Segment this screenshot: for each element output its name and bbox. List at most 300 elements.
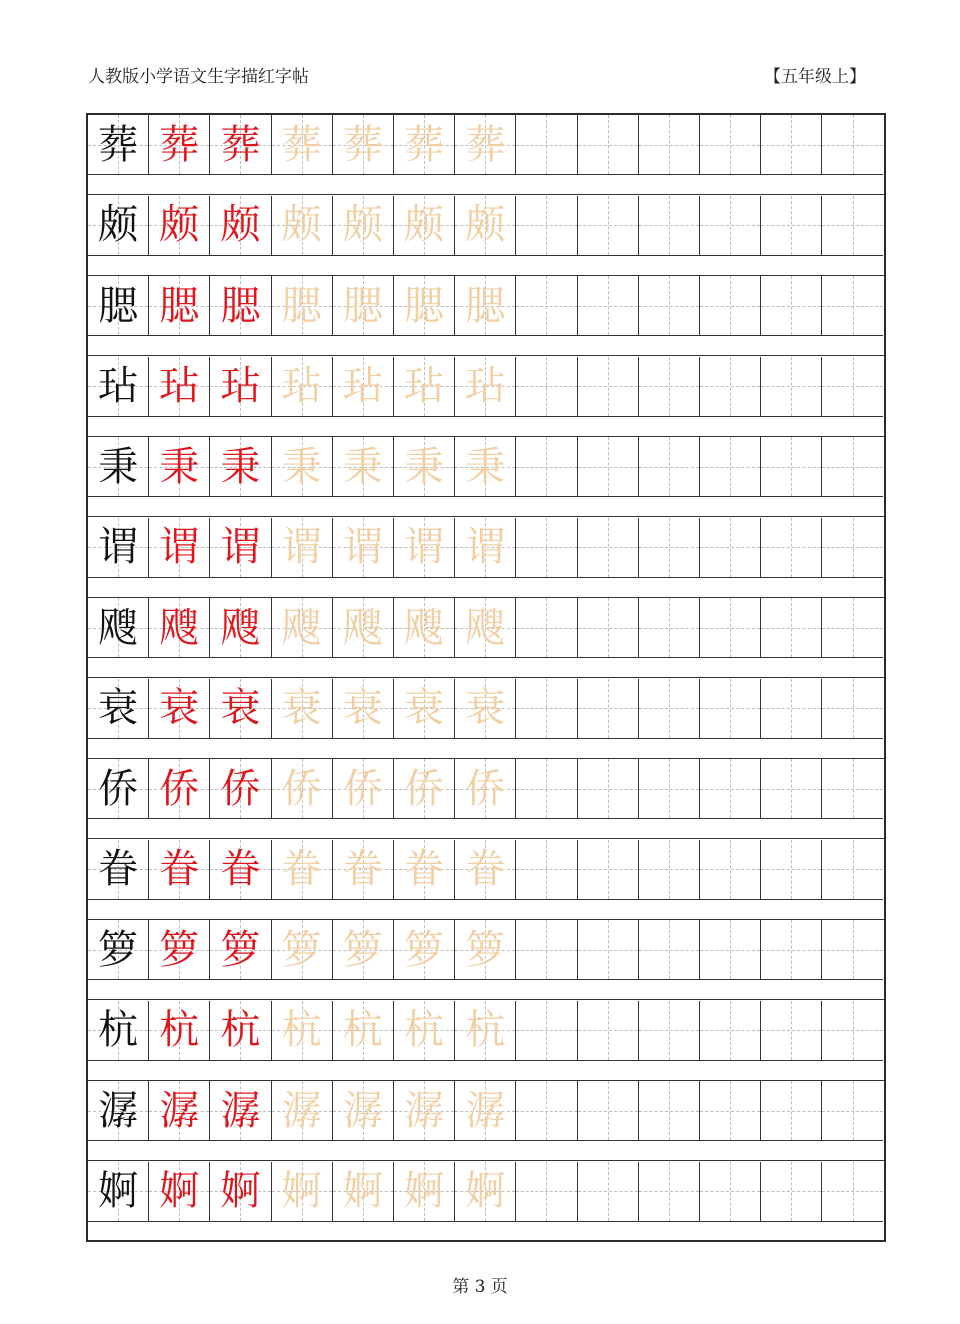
trace-character-cell[interactable] (272, 679, 333, 739)
trace-character-cell[interactable] (394, 196, 455, 256)
trace-character: 杭 (342, 1007, 383, 1053)
empty-practice-cell[interactable] (516, 1081, 577, 1141)
trace-character: 腮 (281, 282, 322, 329)
empty-practice-cell[interactable] (761, 437, 822, 497)
trace-character-cell[interactable] (272, 1001, 333, 1061)
row-spacer (88, 1141, 884, 1161)
trace-character: 葬 (342, 121, 383, 168)
trace-character-cell[interactable] (272, 759, 333, 819)
trace-character-cell[interactable] (272, 437, 333, 497)
practice-row (88, 840, 884, 920)
trace-character-cell[interactable] (333, 437, 394, 497)
trace-character-cell[interactable] (394, 518, 455, 578)
red-character-cell[interactable] (149, 1162, 210, 1222)
practice-row (88, 920, 884, 1000)
trace-character-cell[interactable] (333, 1162, 394, 1222)
empty-practice-cell[interactable] (761, 1162, 822, 1222)
empty-practice-cell[interactable] (700, 518, 761, 578)
model-character: 衰 (98, 685, 139, 731)
red-character: 婀 (220, 1168, 261, 1214)
trace-character: 侨 (465, 765, 506, 812)
model-character: 腮 (98, 282, 139, 329)
trace-character-cell[interactable] (455, 276, 516, 336)
trace-character-cell[interactable] (455, 920, 516, 980)
trace-character: 葬 (281, 121, 322, 168)
trace-character: 颇 (465, 202, 506, 248)
model-character-cell[interactable] (88, 679, 149, 739)
trace-character: 飕 (404, 604, 445, 651)
red-character-cell[interactable] (149, 1081, 210, 1141)
trace-character: 眷 (281, 846, 322, 892)
row-spacer (88, 739, 884, 759)
row-spacer (88, 256, 884, 276)
trace-character: 婀 (281, 1168, 322, 1214)
trace-character: 玷 (404, 363, 445, 409)
trace-character: 飕 (465, 604, 506, 651)
model-character-cell[interactable] (88, 598, 149, 658)
empty-practice-cell[interactable] (639, 840, 700, 900)
red-character-cell[interactable] (149, 115, 210, 175)
trace-character: 潺 (342, 1087, 383, 1134)
model-character: 颇 (98, 202, 139, 248)
trace-character-cell[interactable] (272, 276, 333, 336)
empty-practice-cell[interactable] (639, 518, 700, 578)
empty-practice-cell[interactable] (761, 196, 822, 256)
empty-practice-cell[interactable] (516, 276, 577, 336)
trace-character-cell[interactable] (333, 1081, 394, 1141)
empty-practice-cell[interactable] (822, 518, 883, 578)
row-spacer (88, 175, 884, 195)
red-character-cell[interactable] (210, 1001, 271, 1061)
red-character-cell[interactable] (210, 1162, 271, 1222)
empty-practice-cell[interactable] (761, 276, 822, 336)
red-character-cell[interactable] (210, 196, 271, 256)
empty-practice-cell[interactable] (639, 679, 700, 739)
model-character: 箩 (98, 926, 139, 973)
model-character: 婀 (98, 1168, 139, 1214)
practice-row (88, 196, 884, 276)
model-character: 杭 (98, 1007, 139, 1053)
red-character-cell[interactable] (149, 196, 210, 256)
empty-practice-cell[interactable] (578, 598, 639, 658)
empty-practice-cell[interactable] (516, 840, 577, 900)
trace-character: 潺 (404, 1087, 445, 1134)
empty-practice-cell[interactable] (578, 437, 639, 497)
trace-character-cell[interactable] (333, 920, 394, 980)
empty-practice-cell[interactable] (700, 115, 761, 175)
red-character-cell[interactable] (210, 679, 271, 739)
empty-practice-cell[interactable] (578, 518, 639, 578)
empty-practice-cell[interactable] (639, 1162, 700, 1222)
empty-practice-cell[interactable] (516, 759, 577, 819)
trace-character-cell[interactable] (455, 679, 516, 739)
trace-character-cell[interactable] (455, 357, 516, 417)
model-character-cell[interactable] (88, 840, 149, 900)
trace-character: 眷 (342, 846, 383, 892)
row-spacer (88, 1061, 884, 1081)
red-character: 衰 (159, 685, 200, 731)
empty-practice-cell[interactable] (578, 1081, 639, 1141)
model-character: 秉 (98, 443, 139, 490)
red-character-cell[interactable] (149, 357, 210, 417)
model-character: 玷 (98, 363, 139, 409)
empty-practice-cell[interactable] (700, 920, 761, 980)
empty-practice-cell[interactable] (700, 1162, 761, 1222)
row-spacer (88, 336, 884, 356)
red-character: 箩 (159, 926, 200, 973)
empty-practice-cell[interactable] (700, 840, 761, 900)
practice-row (88, 679, 884, 759)
red-character: 婀 (159, 1168, 200, 1214)
row-spacer (88, 658, 884, 678)
empty-practice-cell[interactable] (700, 437, 761, 497)
practice-row (88, 437, 884, 517)
empty-practice-cell[interactable] (761, 1001, 822, 1061)
trace-character-cell[interactable] (455, 518, 516, 578)
practice-row (88, 518, 884, 598)
trace-character-cell[interactable] (333, 518, 394, 578)
trace-character: 杭 (281, 1007, 322, 1053)
trace-character-cell[interactable] (333, 1001, 394, 1061)
trace-character-cell[interactable] (455, 1001, 516, 1061)
trace-character: 葬 (465, 121, 506, 168)
practice-grid (86, 113, 886, 1242)
trace-character-cell[interactable] (455, 759, 516, 819)
red-character-cell[interactable] (210, 1081, 271, 1141)
empty-practice-cell[interactable] (639, 1001, 700, 1061)
trace-character-cell[interactable] (394, 115, 455, 175)
empty-practice-cell[interactable] (822, 1162, 883, 1222)
model-character-cell[interactable] (88, 357, 149, 417)
model-character-cell[interactable] (88, 759, 149, 819)
red-character: 衰 (220, 685, 261, 731)
empty-practice-cell[interactable] (761, 598, 822, 658)
red-character-cell[interactable] (149, 1001, 210, 1061)
empty-practice-cell[interactable] (578, 115, 639, 175)
empty-practice-cell[interactable] (639, 437, 700, 497)
red-character: 潺 (159, 1087, 200, 1134)
model-character-cell[interactable] (88, 1081, 149, 1141)
model-character: 侨 (98, 765, 139, 812)
row-spacer (88, 900, 884, 920)
trace-character-cell[interactable] (394, 276, 455, 336)
red-character: 飕 (159, 604, 200, 651)
practice-row (88, 1162, 884, 1242)
trace-character-cell[interactable] (394, 679, 455, 739)
practice-row (88, 276, 884, 356)
trace-character-cell[interactable] (333, 598, 394, 658)
red-character-cell[interactable] (149, 920, 210, 980)
model-character-cell[interactable] (88, 437, 149, 497)
red-character-cell[interactable] (149, 598, 210, 658)
trace-character: 玷 (281, 363, 322, 409)
empty-practice-cell[interactable] (822, 598, 883, 658)
trace-character-cell[interactable] (394, 1081, 455, 1141)
trace-character-cell[interactable] (455, 196, 516, 256)
trace-character-cell[interactable] (333, 759, 394, 819)
empty-practice-cell[interactable] (761, 840, 822, 900)
empty-practice-cell[interactable] (516, 1162, 577, 1222)
model-character: 飕 (98, 604, 139, 651)
empty-practice-cell[interactable] (639, 196, 700, 256)
trace-character: 婀 (342, 1168, 383, 1214)
empty-practice-cell[interactable] (822, 357, 883, 417)
trace-character-cell[interactable] (333, 276, 394, 336)
red-character-cell[interactable] (210, 759, 271, 819)
red-character: 秉 (220, 443, 261, 490)
red-character: 秉 (159, 443, 200, 490)
empty-practice-cell[interactable] (761, 759, 822, 819)
trace-character: 谓 (281, 524, 322, 570)
trace-character-cell[interactable] (272, 598, 333, 658)
trace-character-cell[interactable] (272, 1081, 333, 1141)
red-character-cell[interactable] (210, 357, 271, 417)
empty-practice-cell[interactable] (578, 357, 639, 417)
trace-character-cell[interactable] (394, 840, 455, 900)
empty-practice-cell[interactable] (578, 840, 639, 900)
practice-row (88, 598, 884, 678)
red-character: 颇 (159, 202, 200, 248)
model-character-cell[interactable] (88, 1162, 149, 1222)
trace-character-cell[interactable] (455, 437, 516, 497)
empty-practice-cell[interactable] (761, 679, 822, 739)
red-character-cell[interactable] (210, 840, 271, 900)
empty-practice-cell[interactable] (700, 357, 761, 417)
empty-practice-cell[interactable] (822, 920, 883, 980)
trace-character: 衰 (465, 685, 506, 731)
trace-character-cell[interactable] (394, 759, 455, 819)
trace-character-cell[interactable] (455, 1081, 516, 1141)
trace-character: 玷 (342, 363, 383, 409)
trace-character-cell[interactable] (333, 357, 394, 417)
trace-character: 侨 (342, 765, 383, 812)
empty-practice-cell[interactable] (578, 920, 639, 980)
red-character-cell[interactable] (210, 518, 271, 578)
red-character: 潺 (220, 1087, 261, 1134)
trace-character: 腮 (465, 282, 506, 329)
red-character-cell[interactable] (210, 598, 271, 658)
trace-character-cell[interactable] (394, 1001, 455, 1061)
empty-practice-cell[interactable] (516, 598, 577, 658)
empty-practice-cell[interactable] (761, 357, 822, 417)
empty-practice-cell[interactable] (700, 598, 761, 658)
red-character-cell[interactable] (149, 679, 210, 739)
trace-character: 杭 (465, 1007, 506, 1053)
empty-practice-cell[interactable] (578, 759, 639, 819)
red-character: 侨 (159, 765, 200, 812)
red-character: 玷 (159, 363, 200, 409)
model-character: 葬 (98, 121, 139, 168)
empty-practice-cell[interactable] (822, 115, 883, 175)
red-character: 眷 (159, 846, 200, 892)
empty-practice-cell[interactable] (639, 920, 700, 980)
trace-character: 眷 (465, 846, 506, 892)
empty-practice-cell[interactable] (639, 357, 700, 417)
empty-practice-cell[interactable] (761, 920, 822, 980)
trace-character: 颇 (342, 202, 383, 248)
red-character: 玷 (220, 363, 261, 409)
red-character: 葬 (159, 121, 200, 168)
red-character-cell[interactable] (149, 840, 210, 900)
trace-character: 侨 (404, 765, 445, 812)
red-character: 箩 (220, 926, 261, 973)
empty-practice-cell[interactable] (516, 437, 577, 497)
empty-practice-cell[interactable] (700, 679, 761, 739)
empty-practice-cell[interactable] (822, 840, 883, 900)
empty-practice-cell[interactable] (516, 518, 577, 578)
empty-practice-cell[interactable] (822, 679, 883, 739)
red-character-cell[interactable] (210, 437, 271, 497)
empty-practice-cell[interactable] (761, 518, 822, 578)
model-character-cell[interactable] (88, 1001, 149, 1061)
trace-character-cell[interactable] (272, 1162, 333, 1222)
red-character: 飕 (220, 604, 261, 651)
trace-character-cell[interactable] (272, 518, 333, 578)
trace-character-cell[interactable] (272, 357, 333, 417)
empty-practice-cell[interactable] (700, 196, 761, 256)
red-character: 腮 (159, 282, 200, 329)
trace-character-cell[interactable] (272, 840, 333, 900)
empty-practice-cell[interactable] (700, 759, 761, 819)
trace-character-cell[interactable] (272, 196, 333, 256)
empty-practice-cell[interactable] (822, 276, 883, 336)
empty-practice-cell[interactable] (639, 276, 700, 336)
empty-practice-cell[interactable] (639, 1081, 700, 1141)
trace-character: 玷 (465, 363, 506, 409)
empty-practice-cell[interactable] (516, 196, 577, 256)
empty-practice-cell[interactable] (516, 115, 577, 175)
red-character: 眷 (220, 846, 261, 892)
trace-character: 衰 (404, 685, 445, 731)
trace-character-cell[interactable] (272, 115, 333, 175)
empty-practice-cell[interactable] (516, 1001, 577, 1061)
model-character: 谓 (98, 524, 139, 570)
book-title: 人教版小学语文生字描红字帖 (88, 66, 309, 87)
trace-character: 箩 (465, 926, 506, 973)
empty-practice-cell[interactable] (822, 1081, 883, 1141)
empty-practice-cell[interactable] (578, 1001, 639, 1061)
red-character-cell[interactable] (149, 518, 210, 578)
row-spacer (88, 1222, 884, 1242)
empty-practice-cell[interactable] (700, 1081, 761, 1141)
red-character: 颇 (220, 202, 261, 248)
red-character: 腮 (220, 282, 261, 329)
trace-character-cell[interactable] (333, 115, 394, 175)
trace-character: 颇 (281, 202, 322, 248)
red-character-cell[interactable] (210, 276, 271, 336)
trace-character: 葬 (404, 121, 445, 168)
empty-practice-cell[interactable] (822, 437, 883, 497)
model-character-cell[interactable] (88, 920, 149, 980)
trace-character: 婀 (465, 1168, 506, 1214)
empty-practice-cell[interactable] (761, 1081, 822, 1141)
trace-character-cell[interactable] (455, 598, 516, 658)
empty-practice-cell[interactable] (578, 1162, 639, 1222)
red-character: 杭 (159, 1007, 200, 1053)
empty-practice-cell[interactable] (516, 679, 577, 739)
empty-practice-cell[interactable] (578, 276, 639, 336)
red-character: 谓 (159, 524, 200, 570)
empty-practice-cell[interactable] (578, 679, 639, 739)
empty-practice-cell[interactable] (700, 1001, 761, 1061)
trace-character-cell[interactable] (455, 840, 516, 900)
practice-row (88, 759, 884, 839)
trace-character: 杭 (404, 1007, 445, 1053)
trace-character: 腮 (404, 282, 445, 329)
empty-practice-cell[interactable] (639, 115, 700, 175)
empty-practice-cell[interactable] (578, 196, 639, 256)
trace-character: 飕 (281, 604, 322, 651)
trace-character: 箩 (281, 926, 322, 973)
trace-character-cell[interactable] (333, 679, 394, 739)
practice-row (88, 1081, 884, 1161)
practice-row (88, 1001, 884, 1081)
empty-practice-cell[interactable] (822, 196, 883, 256)
trace-character-cell[interactable] (455, 115, 516, 175)
grade-label: 【五年级上】 (764, 66, 866, 87)
trace-character: 箩 (404, 926, 445, 973)
model-character-cell[interactable] (88, 115, 149, 175)
trace-character: 秉 (281, 443, 322, 490)
red-character-cell[interactable] (149, 276, 210, 336)
trace-character-cell[interactable] (394, 920, 455, 980)
trace-character: 箩 (342, 926, 383, 973)
red-character: 谓 (220, 524, 261, 570)
trace-character-cell[interactable] (272, 920, 333, 980)
row-spacer (88, 578, 884, 598)
red-character-cell[interactable] (210, 115, 271, 175)
empty-practice-cell[interactable] (822, 759, 883, 819)
row-spacer (88, 819, 884, 839)
model-character-cell[interactable] (88, 276, 149, 336)
trace-character: 颇 (404, 202, 445, 248)
page-number: 第 3 页 (452, 1277, 508, 1297)
trace-character: 秉 (465, 443, 506, 490)
trace-character: 秉 (404, 443, 445, 490)
trace-character: 衰 (342, 685, 383, 731)
trace-character: 谓 (465, 524, 506, 570)
trace-character: 谓 (404, 524, 445, 570)
page-header (88, 60, 866, 88)
trace-character-cell[interactable] (394, 1162, 455, 1222)
trace-character: 眷 (404, 846, 445, 892)
empty-practice-cell[interactable] (700, 276, 761, 336)
empty-practice-cell[interactable] (516, 357, 577, 417)
empty-practice-cell[interactable] (516, 920, 577, 980)
trace-character: 谓 (342, 524, 383, 570)
model-character-cell[interactable] (88, 196, 149, 256)
trace-character-cell[interactable] (333, 840, 394, 900)
trace-character: 潺 (281, 1087, 322, 1134)
trace-character-cell[interactable] (394, 598, 455, 658)
empty-practice-cell[interactable] (639, 598, 700, 658)
trace-character-cell[interactable] (394, 357, 455, 417)
trace-character-cell[interactable] (333, 196, 394, 256)
empty-practice-cell[interactable] (639, 759, 700, 819)
practice-row (88, 115, 884, 195)
red-character: 侨 (220, 765, 261, 812)
trace-character-cell[interactable] (394, 437, 455, 497)
red-character-cell[interactable] (149, 759, 210, 819)
model-character-cell[interactable] (88, 518, 149, 578)
red-character-cell[interactable] (149, 437, 210, 497)
empty-practice-cell[interactable] (761, 115, 822, 175)
red-character: 葬 (220, 121, 261, 168)
trace-character: 秉 (342, 443, 383, 490)
empty-practice-cell[interactable] (822, 1001, 883, 1061)
red-character-cell[interactable] (210, 920, 271, 980)
trace-character-cell[interactable] (455, 1162, 516, 1222)
